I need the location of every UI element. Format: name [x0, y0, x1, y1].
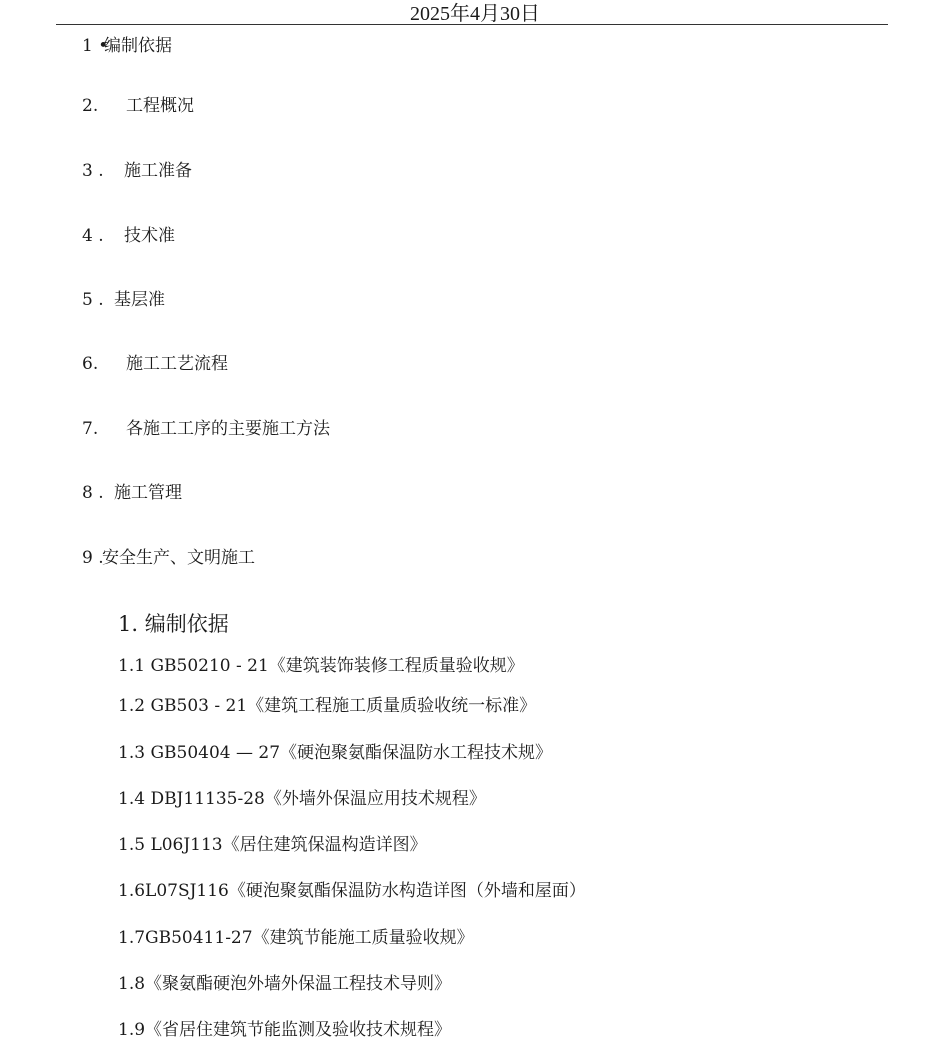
toc-item-label: 工程概况 [126, 96, 194, 116]
reference-item: 1.5 L06J113《居住建筑保温构造详图》 [118, 835, 427, 855]
section-heading [118, 610, 229, 638]
reference-item: 1.9《省居住建筑节能监测及验收技术规程》 [118, 1020, 452, 1040]
toc-item-number: 6. [82, 354, 99, 374]
header-rule [56, 24, 888, 25]
toc-item [82, 160, 192, 182]
reference-item: 1.1 GB50210 - 21《建筑装饰装修工程质量验收规》 [118, 656, 524, 676]
toc-item-label: 技术准 [124, 226, 175, 246]
toc-item [82, 289, 165, 311]
reference-item: 1.8《聚氨酯硬泡外墙外保温工程技术导则》 [118, 974, 452, 994]
toc-item-label: 基层准 [114, 290, 165, 310]
toc-item [82, 418, 330, 440]
toc-item-label: 编制依据 [104, 36, 172, 56]
toc-item-number: 9 . [82, 548, 104, 568]
toc-item [82, 353, 228, 375]
toc-item-number: 3 . [82, 161, 104, 181]
toc-item-number: 5 . [82, 290, 104, 310]
section-title: 1. 编制依据 [118, 612, 229, 636]
toc-item [82, 35, 172, 57]
reference-item: 1.4 DBJ11135-28《外墙外保温应用技术规程》 [118, 789, 486, 809]
toc-item-label: 各施工工序的主要施工方法 [126, 419, 330, 439]
reference-item: 1.2 GB503 - 21《建筑工程施工质量质验收统一标准》 [118, 696, 537, 716]
toc-item-number: 1 • [82, 36, 109, 56]
reference-item: 1.7GB50411-27《建筑节能施工质量验收规》 [118, 928, 474, 948]
page-date: 2025年4月30日 [410, 3, 540, 25]
toc-item-number: 2. [82, 96, 99, 116]
toc-item [82, 547, 255, 569]
toc-item [82, 95, 194, 117]
toc-item [82, 225, 175, 247]
toc-item-number: 8 . [82, 483, 104, 503]
toc-item-label: 施工管理 [114, 483, 182, 503]
toc-item-label: 安全生产、文明施工 [102, 548, 255, 568]
toc-item-number: 4 . [82, 226, 104, 246]
toc-item-label: 施工准备 [124, 161, 192, 181]
reference-item: 1.6L07SJ116《硬泡聚氨酯保温防水构造详图（外墙和屋面） [118, 881, 586, 901]
toc-item-number: 7. [82, 419, 99, 439]
toc-item-label: 施工工艺流程 [126, 354, 228, 374]
reference-item: 1.3 GB50404 — 27《硬泡聚氨酯保温防水工程技术规》 [118, 743, 553, 763]
toc-item [82, 482, 182, 504]
